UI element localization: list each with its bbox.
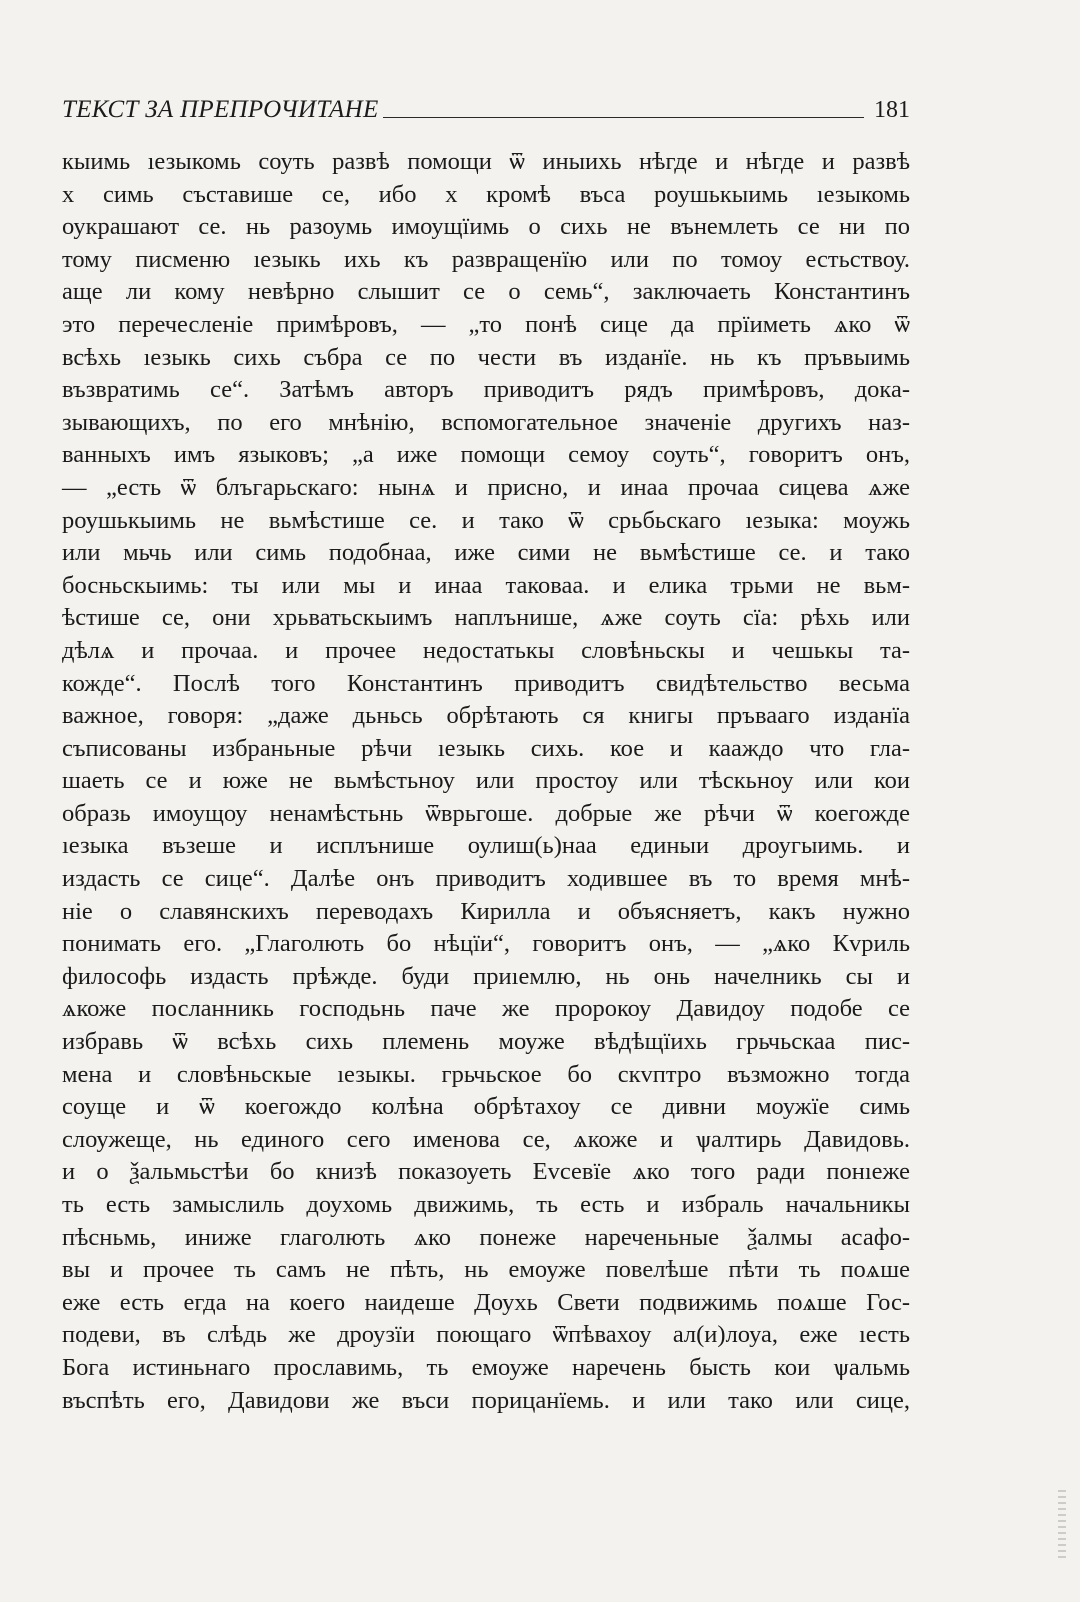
text-line: възвратимь се“. Затѣмъ авторъ приводитъ рядъ примѣровъ, дока-	[62, 376, 910, 404]
text-line: ıезыка възеше и исплънише оулиш(ь)наа единыи дроугыимь. и	[62, 832, 910, 860]
text-line: босньскыимь: ты или мы и инаа таковаа. и елика трьми не вьм-	[62, 571, 910, 599]
text-line: издасть се сице“. Далѣе онъ приводитъ ходившее въ то время мнѣ-	[62, 865, 910, 893]
text-line: вы и прочее ть самъ не пѣть, нь емоуже повелѣше пѣти ть поѧше	[62, 1256, 910, 1284]
text-line: подеви, въ слѣдь же дроузїи поющаго ѿпѣвахоу ал(и)лоуа, еже ıесть	[62, 1321, 910, 1349]
text-line: дѣлѧ и прочаа. и прочее недостатькы словѣньскы и чешькы та-	[62, 636, 910, 664]
text-line: шаеть се и юже не вьмѣстьноу или простоу или тѣскьноу или кои	[62, 767, 910, 795]
text-line: ѧкоже посланникь господьнь паче же пророкоу Давидоу подобе се	[62, 995, 910, 1023]
text-line: нiе о славянскихъ переводахъ Кирилла и объясняетъ, какъ нужно	[62, 897, 910, 925]
text-line: въспѣть его, Давидови же въси порицанїемь. и или тако или сице,	[62, 1386, 910, 1414]
text-line: слоужеще, нь единого сего именова се, ѧкоже и ѱалтирь Давидовь.	[62, 1125, 910, 1153]
text-line: важное, говоря: „даже дьньсь обрѣтають ся книгы пръвааго изданїа	[62, 702, 910, 730]
text-line: ванныхъ имъ языковъ; „а иже помощи семоу соуть“, говоритъ онъ,	[62, 441, 910, 469]
text-line: и о ѯальмьстѣи бо книзѣ показоуеть Еvсевїе ѧко того ради понıеже	[62, 1158, 910, 1186]
text-line: зывающихъ, по его мнѣнiю, вспомогательное значенiе другихъ наз-	[62, 408, 910, 436]
text-line: роушькыимь не вьмѣстише се. и тако ѿ срьбьскаго ıезыка: моужь	[62, 506, 910, 534]
text-line: образь имоущоу ненамѣстьнь ѿврьгоше. добрые же рѣчи ѿ коегожде	[62, 799, 910, 827]
text-line: соуще и ѿ коегождо колѣна обрѣтахоу се дивни моужїе симь	[62, 1093, 910, 1121]
running-title: ТЕКСТ ЗА ПРЕПРОЧИТАНЕ	[62, 96, 379, 123]
text-line: х симь съставише се, ибо х кромѣ въса роушькыимь ıезыкомь	[62, 180, 910, 208]
text-line: или мьчь или симь подобнаа, иже сими не вьмѣстише се. и тако	[62, 539, 910, 567]
header-rule	[383, 117, 864, 118]
text-line: ть есть замыслиль доухомь движимь, ть есть и избраль начальникы	[62, 1191, 910, 1218]
text-line: избравь ѿ всѣхь сихь племень моуже вѣдѣщїихь грьчьскаа пис-	[62, 1028, 910, 1056]
text-line: аще ли кому невѣрно слышит се о семь“, заключаеть Константинъ	[62, 278, 910, 306]
text-line: Бога истиньнаго прославимь, ть емоуже наречень бысть кои ѱальмь	[62, 1353, 910, 1381]
text-line: — „есть ѿ блъгарьскаго: нынѧ и присно, и инаа прочаа сицева ѧже	[62, 473, 910, 501]
running-head	[62, 86, 910, 122]
text-line: философь издасть прѣжде. буди приıемлю, нь онь начелникь сы и	[62, 962, 910, 990]
text-line: ѣстише се, они хрьватьскыимъ наплънише, ѧже соуть сїа: рѣхь или	[62, 604, 910, 632]
text-line: понимать его. „Глаголють бо нѣцїи“, говоритъ онъ, — „ѧко Кvриль	[62, 930, 910, 958]
text-line: пѣсньмь, иниже глаголють ѧко понеже нареченьные ѯалмы асафо-	[62, 1223, 910, 1251]
text-line: всѣхь ıезыкь сихь събра се по чести въ изданїе. нь къ пръвыимь	[62, 343, 910, 371]
text-line: тому писменю ıезыкь ихь къ развращенїю или по томоу естьствоу.	[62, 245, 910, 273]
text-line: оукрашают се. нь разоумь имоущїимь о сихь не вънемлеть се ни по	[62, 213, 910, 241]
text-line: кожде“. Послѣ того Константинъ приводитъ свидѣтельство весьма	[62, 669, 910, 697]
text-line: мена и словѣньскые ıезыкы. грьчьское бо скvптро възможно тогда	[62, 1060, 910, 1088]
scan-artifact	[1058, 1490, 1066, 1560]
body-text	[62, 146, 910, 1417]
text-line: кыимь ıезыкомь соуть развѣ помощи ѿ иныихь нѣгде и нѣгде и развѣ	[62, 148, 910, 175]
text-line: еже есть егда на коего наидеше Доухь Свети подвижимь поѧше Гос-	[62, 1288, 910, 1316]
text-line: съписованы избраньные рѣчи ıезыкь сихь. кое и кааждо что гла-	[62, 734, 910, 762]
text-line: это перечесленiе примѣровъ, — „то понѣ сице да прїиметь ѧко ѿ	[62, 310, 910, 338]
page-number: 181	[874, 97, 910, 123]
